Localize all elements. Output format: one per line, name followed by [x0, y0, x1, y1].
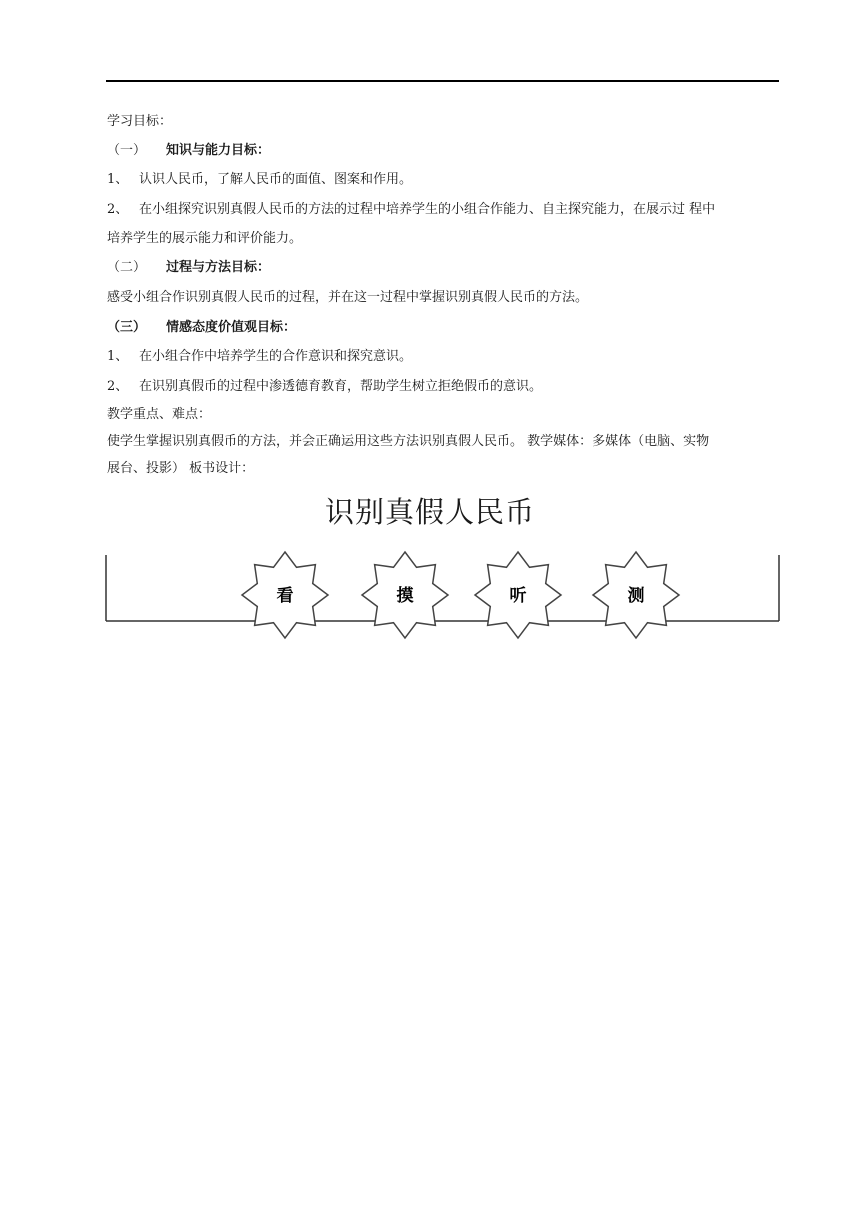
- star-label: 摸: [396, 586, 414, 606]
- key-points-text-continuation: 展台、投影） 板书设计：: [107, 461, 255, 476]
- star-label: 测: [627, 586, 645, 606]
- goal-heading-process: [107, 258, 779, 278]
- item-text: 在小组探究识别真假人民币的方法的过程中培养学生的小组合作能力、自主探究能力，在展示过 程中: [139, 202, 716, 217]
- item-number: 1、: [107, 172, 129, 187]
- star-label: 听: [509, 586, 527, 606]
- goal-heading-knowledge: [107, 141, 779, 161]
- process-text: 感受小组合作识别真假人民币的过程，并在这一过程中掌握识别真假人民币的方法。: [107, 290, 589, 305]
- list-item: [107, 347, 779, 367]
- header-rule: [106, 80, 779, 82]
- goal-label: （一）: [107, 143, 147, 158]
- goal-label: （二）: [107, 260, 147, 275]
- key-points-heading: 教学重点、难点：: [107, 407, 212, 422]
- goal-title: 情感态度价值观目标：: [166, 320, 297, 335]
- item-number: 2、: [107, 202, 129, 217]
- key-points-text: 使学生掌握识别真假币的方法，并会正确运用这些方法识别真假人民币。 教学媒体：多媒体（电脑、实物: [107, 434, 710, 449]
- goal-label: （三）: [107, 320, 147, 335]
- goal-title: 知识与能力目标：: [166, 143, 271, 158]
- item-number: 2、: [107, 379, 129, 394]
- list-item: [107, 170, 779, 190]
- item-number: 1、: [107, 349, 129, 364]
- star-label: 看: [276, 586, 294, 606]
- board-title: 识别真假人民币: [324, 495, 535, 529]
- section-title: 学习目标：: [107, 114, 173, 129]
- item-text: 在识别真假币的过程中渗透德育教育，帮助学生树立拒绝假币的意识。: [139, 379, 543, 394]
- list-item: [107, 200, 779, 220]
- list-item-continuation: 培养学生的展示能力和评价能力。: [107, 231, 303, 246]
- board-diagram: [100, 545, 785, 655]
- goal-heading-emotion: [107, 318, 779, 338]
- item-text: 认识人民币，了解人民币的面值、图案和作用。: [139, 172, 413, 187]
- goal-title: 过程与方法目标：: [166, 260, 271, 275]
- item-text: 在小组合作中培养学生的合作意识和探究意识。: [139, 349, 413, 364]
- list-item: [107, 377, 779, 397]
